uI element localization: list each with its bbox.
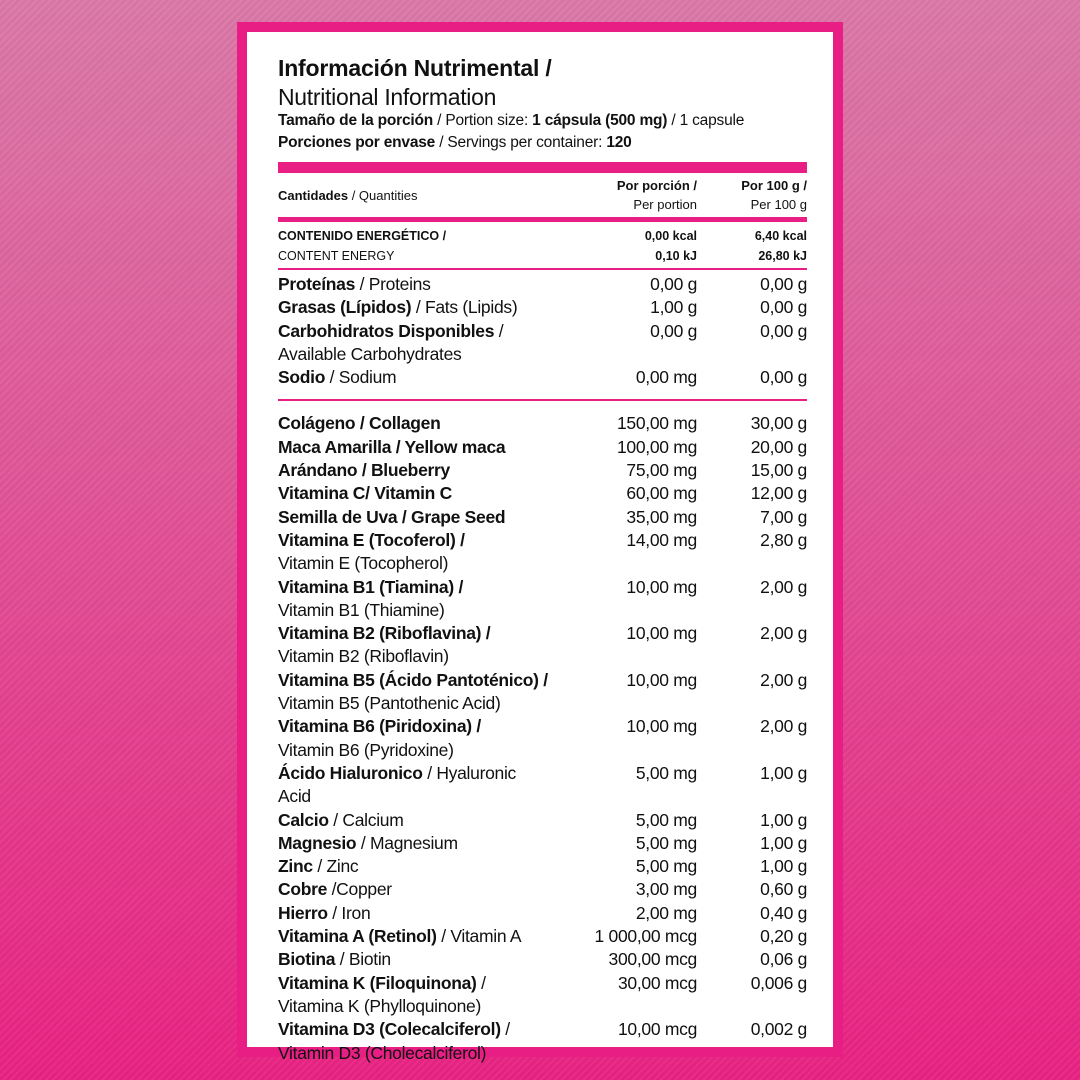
per-portion-value: 300,00 mcg bbox=[608, 949, 697, 970]
table-row bbox=[278, 902, 807, 925]
per-100g-value: 0,002 g bbox=[750, 1019, 807, 1040]
nutrient-name: Vitamina E (Tocoferol) / Vitamin E (Tocopherol) bbox=[278, 529, 465, 574]
nutrient-name: Vitamina B2 (Riboflavina) / Vitamin B2 (Riboflavin) bbox=[278, 623, 491, 667]
table-row bbox=[278, 1018, 807, 1065]
nutrient-name: Proteínas / Proteins bbox=[278, 274, 431, 294]
nutrient-name: Hierro / Iron bbox=[278, 902, 371, 923]
table-row bbox=[278, 576, 807, 623]
per-portion-value: 3,00 mg bbox=[635, 879, 697, 900]
table-row bbox=[278, 482, 807, 505]
per-100g-value: 2,00 g bbox=[760, 576, 807, 597]
table-row bbox=[278, 832, 807, 855]
per-100g-value: 2,00 g bbox=[760, 669, 807, 690]
per-portion-header: Por porción / Per portion bbox=[616, 178, 697, 212]
nutrient-name: Maca Amarilla / Yellow maca bbox=[278, 436, 506, 457]
portion-size: Tamaño de la porción / Portion size: 1 cápsula (500 mg) / 1 capsule bbox=[278, 112, 745, 129]
nutrient-name: Semilla de Uva / Grape Seed bbox=[278, 506, 506, 527]
nutrient-name: Vitamina B6 (Piridoxina) / Vitamin B6 (Pyridoxine) bbox=[278, 716, 481, 760]
table-row bbox=[278, 925, 807, 948]
table-row bbox=[278, 809, 807, 832]
per-portion-value: 0,00 mg bbox=[635, 367, 697, 388]
table-row bbox=[278, 972, 807, 1019]
nutrient-name: Vitamina B5 (Ácido Pantoténico) / Vitamin B5 (Pantothenic Acid) bbox=[278, 669, 548, 714]
per-portion-value: 60,00 mg bbox=[626, 483, 697, 504]
energy-row: CONTENIDO ENERGÉTICO / CONTENT ENERGY 0,00 kcal 0,10 kJ 6,40 kcal 26,80 kJ bbox=[278, 229, 807, 263]
per-portion-value: 10,00 mg bbox=[626, 623, 697, 644]
divider-thick bbox=[278, 162, 807, 173]
table-row bbox=[278, 412, 807, 435]
per-portion-value: 0,00 g bbox=[650, 274, 697, 294]
table-row bbox=[278, 855, 807, 878]
table-row bbox=[278, 948, 807, 971]
per-100g-value: 1,00 g bbox=[760, 809, 807, 830]
table-row bbox=[278, 296, 807, 319]
per-portion-value: 10,00 mg bbox=[626, 716, 697, 737]
nutrition-label-frame bbox=[237, 22, 843, 1063]
quantities-header: Cantidades / Quantities bbox=[278, 187, 418, 203]
nutrient-name: Vitamina A (Retinol) / Vitamin A bbox=[278, 926, 522, 947]
nutrient-name: Carbohidratos Disponibles / Available Carbohydrates bbox=[278, 320, 504, 364]
per-100g-value: 0,60 g bbox=[760, 879, 807, 900]
nutrient-name: Vitamina D3 (Colecalciferol) / Vitamin D3 (Cholecalciferol) bbox=[278, 1019, 510, 1063]
per-100g-value: 1,00 g bbox=[760, 856, 807, 877]
nutrient-name: Vitamina K (Filoquinona) / Vitamina K (Phylloquinone) bbox=[278, 972, 486, 1016]
table-row bbox=[278, 273, 807, 296]
per-portion-value: 150,00 mg bbox=[617, 413, 697, 434]
table-row bbox=[278, 715, 807, 762]
per-100g-value: 1,00 g bbox=[760, 762, 807, 783]
table-row bbox=[278, 506, 807, 529]
per-100g-value: 0,006 g bbox=[750, 972, 807, 993]
per-100g-value: 12,00 g bbox=[750, 483, 807, 504]
per-portion-value: 5,00 mg bbox=[635, 832, 697, 853]
nutrient-name: Arándano / Blueberry bbox=[278, 460, 450, 481]
per-portion-value: 100,00 mg bbox=[617, 436, 697, 457]
nutrient-name: Biotina / Biotin bbox=[278, 949, 391, 970]
table-header bbox=[278, 173, 807, 217]
per-portion-value: 10,00 mg bbox=[626, 669, 697, 690]
nutrient-name: Colágeno / Collagen bbox=[278, 413, 441, 434]
nutrient-name: Cobre /Copper bbox=[278, 879, 392, 900]
nutrient-name: Calcio / Calcium bbox=[278, 809, 404, 830]
per-100g-value: 0,06 g bbox=[760, 949, 807, 970]
per-100g-value: 0,00 g bbox=[760, 274, 807, 294]
table-row bbox=[278, 529, 807, 576]
nutrient-name: Zinc / Zinc bbox=[278, 856, 359, 877]
label-title: Información Nutrimental / bbox=[278, 55, 552, 81]
label-subtitle: Nutritional Information bbox=[278, 84, 497, 110]
per-100g-value: 0,40 g bbox=[760, 902, 807, 923]
per-100g-value: 20,00 g bbox=[750, 436, 807, 457]
nutrient-name: Magnesio / Magnesium bbox=[278, 832, 458, 853]
per-portion-value: 1,00 g bbox=[650, 297, 697, 318]
per-100g-value: 0,00 g bbox=[760, 320, 807, 341]
table-row bbox=[278, 878, 807, 901]
per-portion-value: 5,00 mg bbox=[635, 762, 697, 783]
table-row bbox=[278, 366, 807, 389]
per-portion-value: 35,00 mg bbox=[626, 506, 697, 527]
table-row bbox=[278, 459, 807, 482]
servings-per-container: Porciones por envase / Servings per container: 120 bbox=[278, 134, 632, 151]
per-portion-value: 0,00 g bbox=[650, 320, 697, 341]
nutrient-name: Vitamina C/ Vitamin C bbox=[278, 483, 452, 504]
nutrient-name: Sodio / Sodium bbox=[278, 367, 397, 388]
nutrient-name: Grasas (Lípidos) / Fats (Lipids) bbox=[278, 297, 518, 318]
per-100g-value: 7,00 g bbox=[760, 506, 807, 527]
per-portion-value: 10,00 mcg bbox=[617, 1019, 697, 1040]
per-portion-value: 14,00 mg bbox=[626, 529, 697, 550]
table-row bbox=[278, 436, 807, 459]
nutrient-name: Vitamina B1 (Tiamina) / Vitamin B1 (Thiamine) bbox=[278, 576, 464, 620]
per-100g-value: 0,00 g bbox=[760, 297, 807, 318]
macros-section bbox=[278, 270, 807, 399]
ingredients-section bbox=[278, 401, 807, 1064]
per-portion-value: 5,00 mg bbox=[635, 809, 697, 830]
per-100g-value: 0,00 g bbox=[760, 367, 807, 388]
table-row bbox=[278, 320, 807, 367]
per-100g-value: 30,00 g bbox=[750, 413, 807, 434]
per-100g-value: 2,00 g bbox=[760, 716, 807, 737]
per-100g-value: 15,00 g bbox=[750, 460, 807, 481]
table-row bbox=[278, 762, 807, 809]
nutrient-name: Ácido Hialuronico / Hyaluronic Acid bbox=[278, 762, 516, 807]
nutrition-label bbox=[247, 32, 833, 1063]
table-row bbox=[278, 622, 807, 669]
per-100g-value: 2,80 g bbox=[760, 529, 807, 550]
per-portion-value: 5,00 mg bbox=[635, 856, 697, 877]
per-portion-value: 30,00 mcg bbox=[617, 972, 697, 993]
per-100g-value: 2,00 g bbox=[760, 623, 807, 644]
per-portion-value: 10,00 mg bbox=[626, 576, 697, 597]
per-100g-value: 1,00 g bbox=[760, 832, 807, 853]
per-portion-value: 2,00 mg bbox=[635, 902, 697, 923]
per-100g-value: 0,20 g bbox=[760, 926, 807, 947]
per-portion-value: 75,00 mg bbox=[626, 460, 697, 481]
per-100g-header: Por 100 g / Per 100 g bbox=[741, 178, 807, 212]
table-row bbox=[278, 669, 807, 716]
per-portion-value: 1 000,00 mcg bbox=[594, 926, 697, 947]
